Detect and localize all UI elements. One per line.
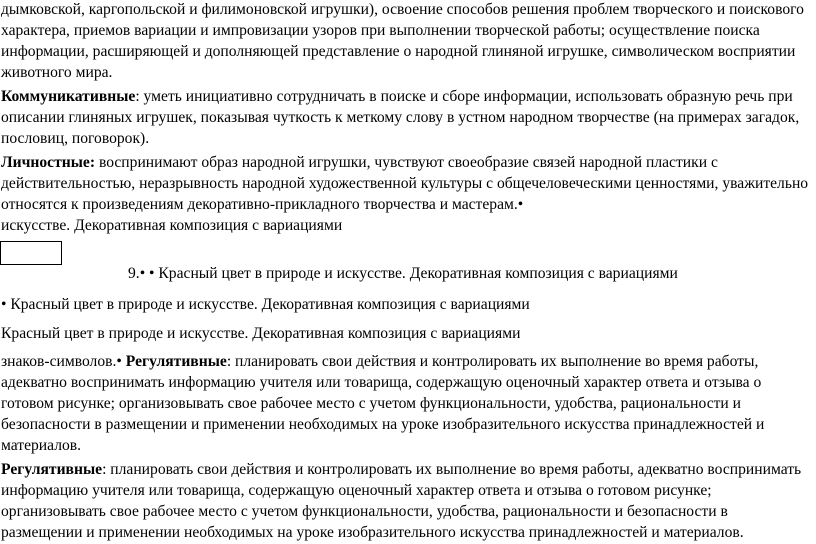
text-line: животного мира.: [1, 64, 113, 81]
text-line: описании глиняных игрушек, показывая чуткость к меткому слову в устном народном творчестве (на примерах загадок,: [1, 109, 800, 126]
text-line: [1, 194, 813, 215]
text-run: воспринимают образ народной игрушки, чувствуют своеобразие связей народной пластики с: [95, 154, 718, 171]
lesson-9-heading: [128, 263, 808, 284]
text-line: адекватно воспринимать информацию учителя или товарища, содержащую оценочный характер ответа и отзыва о: [1, 374, 762, 391]
text-line: пословиц, поговорок).: [1, 130, 150, 147]
text-line: [1, 86, 813, 107]
paragraph-cognitive-continued: [1, 0, 813, 83]
bullet-icon: •: [517, 196, 524, 213]
text-run: : планировать свои действия и контролировать их выполнение во время работы,: [226, 353, 759, 370]
text-line: дымковской, каргопольской и филимоновской игрушки), освоение способов решения проблем творческого и поискового: [1, 1, 804, 18]
text-run: знаков-символов.•: [1, 353, 126, 370]
heading-text: 9.• • Красный цвет в природе и искусстве. Декоративная композиция с вариациями: [128, 265, 678, 282]
paragraph-regulatory-2: [1, 459, 813, 543]
regulatory-label: Регулятивные: [1, 461, 103, 478]
text-line: [1, 459, 813, 480]
bullet-text: • Красный цвет в природе и искусстве. Декоративная композиция с вариациями: [1, 296, 530, 313]
communicative-label: Коммуникативные: [1, 88, 136, 105]
text-run: : планировать свои действия и контролировать их выполнение во время работы, адекватно воспринимать: [102, 461, 802, 478]
text-line: [1, 152, 813, 173]
text-line: размещении и применении необходимых на уроке изобразительного искусства принадлежностей и материалов.: [1, 524, 744, 541]
topic-line: [1, 323, 813, 344]
text-line: [1, 351, 813, 372]
paragraph-communicative: [1, 86, 813, 149]
bullet-topic-line: [1, 294, 813, 315]
text-line: готовом рисунке; организовывать свое рабочее место с учетом функциональности, удобства, рациональности и: [1, 395, 742, 412]
text-line: безопасности в размещении и применении необходимых на уроке изобразительного искусства принадлежностей и: [1, 416, 765, 433]
paragraph-personal: [1, 152, 813, 236]
regulatory-label: Регулятивные: [125, 353, 227, 370]
personal-label: Личностные:: [1, 154, 96, 171]
text-line: организовывать свое рабочее место с учетом функциональности, удобства, рациональности и безопасности в: [1, 503, 728, 520]
text-run: : уметь инициативно сотрудничать в поиске и сборе информации, использовать образную речь при: [135, 88, 793, 105]
text-line: искусстве. Декоративная композиция с вариациями: [1, 217, 343, 234]
text-line: характера, приемов вариации и импровизации узоров при выполнении творческой работы; осуществление поиска: [1, 22, 760, 39]
paragraph-regulatory-1: [1, 351, 813, 456]
empty-frame: [0, 241, 62, 265]
topic-text: Красный цвет в природе и искусстве. Декоративная композиция с вариациями: [1, 325, 521, 342]
text-line: действительностью, неразрывность народной художественной культуры с общечеловеческими ценностями, уважительно: [1, 175, 809, 192]
text-run: относятся к произведениям декоративно-прикладного творчества и мастерам.: [1, 196, 518, 213]
text-line: информации, расширяющей и дополняющей представление о народной глиняной игрушке, символическом восприятии: [1, 43, 796, 60]
text-line: материалов.: [1, 437, 82, 454]
text-line: информацию учителя или товарища, содержащую оценочный характер ответа и отзыва о готовом рисунке;: [1, 482, 712, 499]
